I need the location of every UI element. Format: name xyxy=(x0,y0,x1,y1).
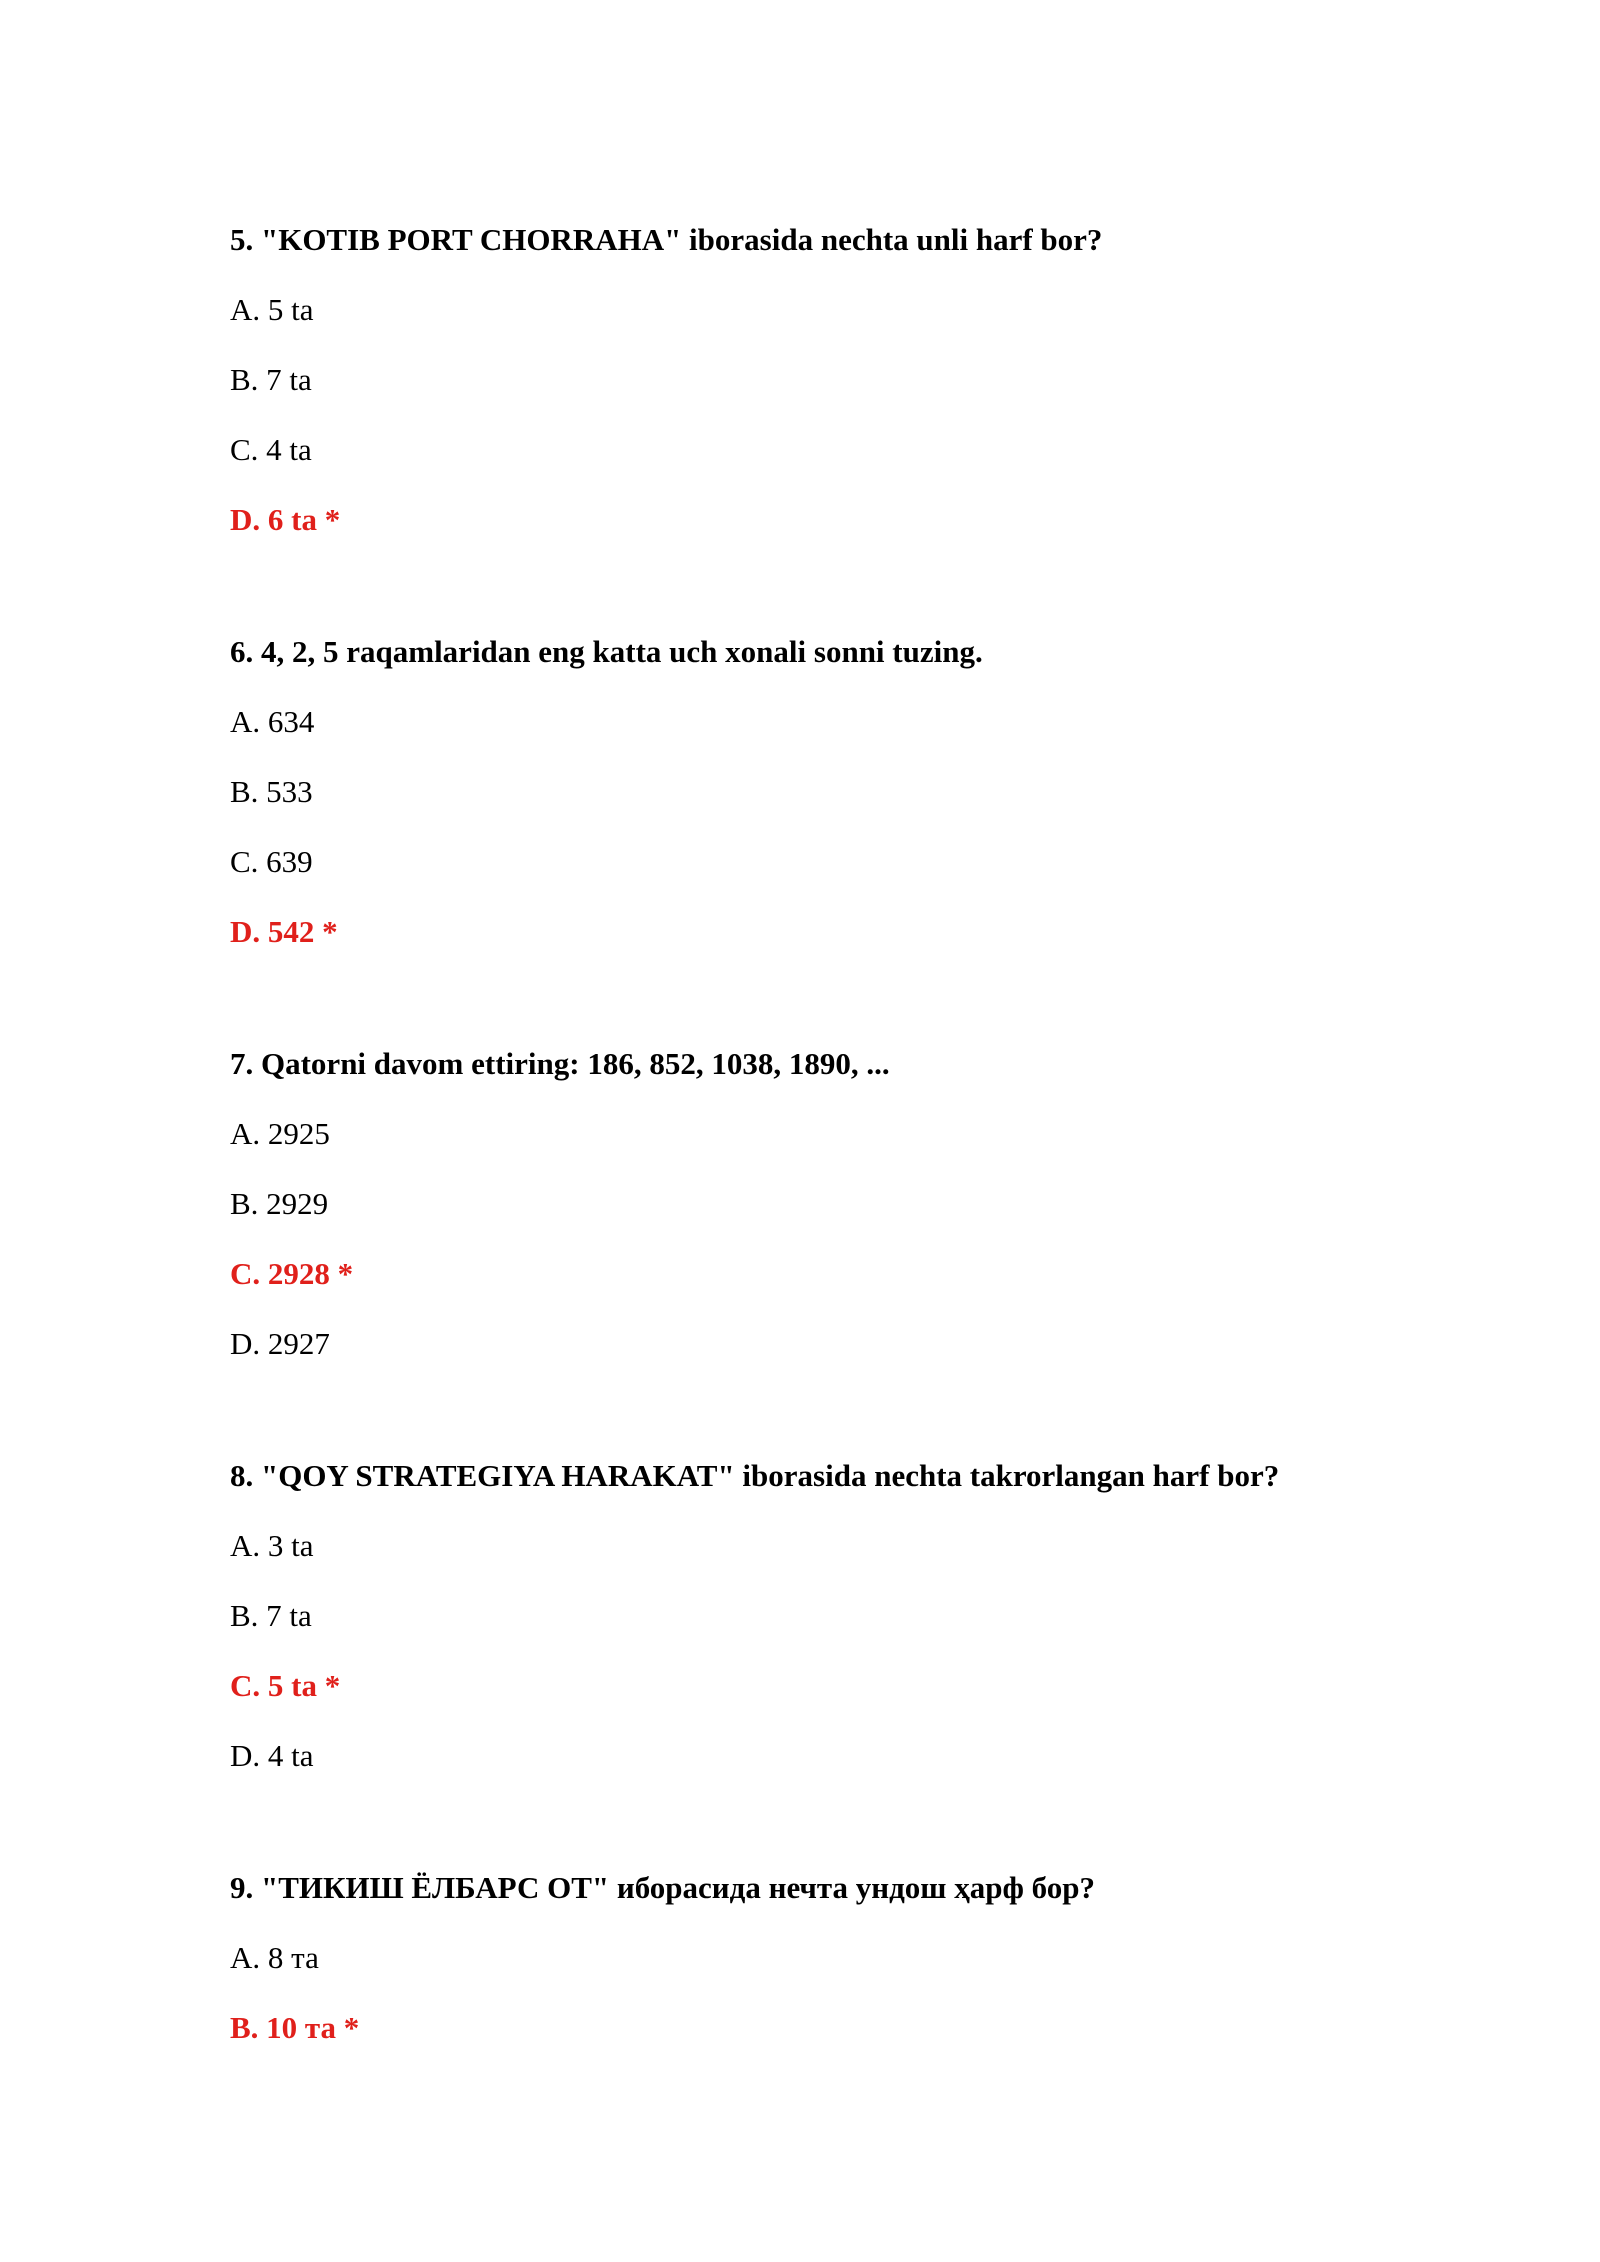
correct-answer-option: C. 2928 * xyxy=(230,1256,354,1291)
answer-option: D. 4 ta xyxy=(230,1738,314,1773)
question-block-5 xyxy=(230,214,1600,546)
answer-option: A. 2925 xyxy=(230,1116,330,1151)
question-title: 8. "QOY STRATEGIYA HARAKAT" iborasida nechta takrorlangan harf bor? xyxy=(230,1458,1280,1493)
answer-option: A. 5 ta xyxy=(230,292,314,327)
answer-option: B. 2929 xyxy=(230,1186,329,1221)
question-title: 6. 4, 2, 5 raqamlaridan eng katta uch xonali sonni tuzing. xyxy=(230,634,983,669)
answer-option: D. 2927 xyxy=(230,1326,330,1361)
answer-option: C. 4 ta xyxy=(230,432,312,467)
answer-option: C. 639 xyxy=(230,844,313,879)
question-title: 5. "KOTIB PORT CHORRAHA" iborasida nechta unli harf bor? xyxy=(230,222,1103,257)
correct-answer-option: C. 5 ta * xyxy=(230,1668,341,1703)
question-title: 7. Qatorni davom ettiring: 186, 852, 1038, 1890, ... xyxy=(230,1046,890,1081)
question-title: 9. "ТИКИШ ЁЛБАРС ОТ" иборасида нечта ундош ҳарф бор? xyxy=(230,1870,1096,1905)
answer-option: A. 8 та xyxy=(230,1940,319,1975)
answer-option: A. 3 ta xyxy=(230,1528,314,1563)
question-block-7 xyxy=(230,1038,1600,1370)
answer-option: B. 7 ta xyxy=(230,362,312,397)
question-block-6 xyxy=(230,626,1600,958)
answer-option: A. 634 xyxy=(230,704,315,739)
correct-answer-option: B. 10 та * xyxy=(230,2010,360,2045)
answer-option: B. 7 ta xyxy=(230,1598,312,1633)
correct-answer-option: D. 6 ta * xyxy=(230,502,341,537)
answer-option: B. 533 xyxy=(230,774,313,809)
correct-answer-option: D. 542 * xyxy=(230,914,338,949)
question-block-8 xyxy=(230,1450,1600,1782)
question-block-9 xyxy=(230,1862,1600,2054)
